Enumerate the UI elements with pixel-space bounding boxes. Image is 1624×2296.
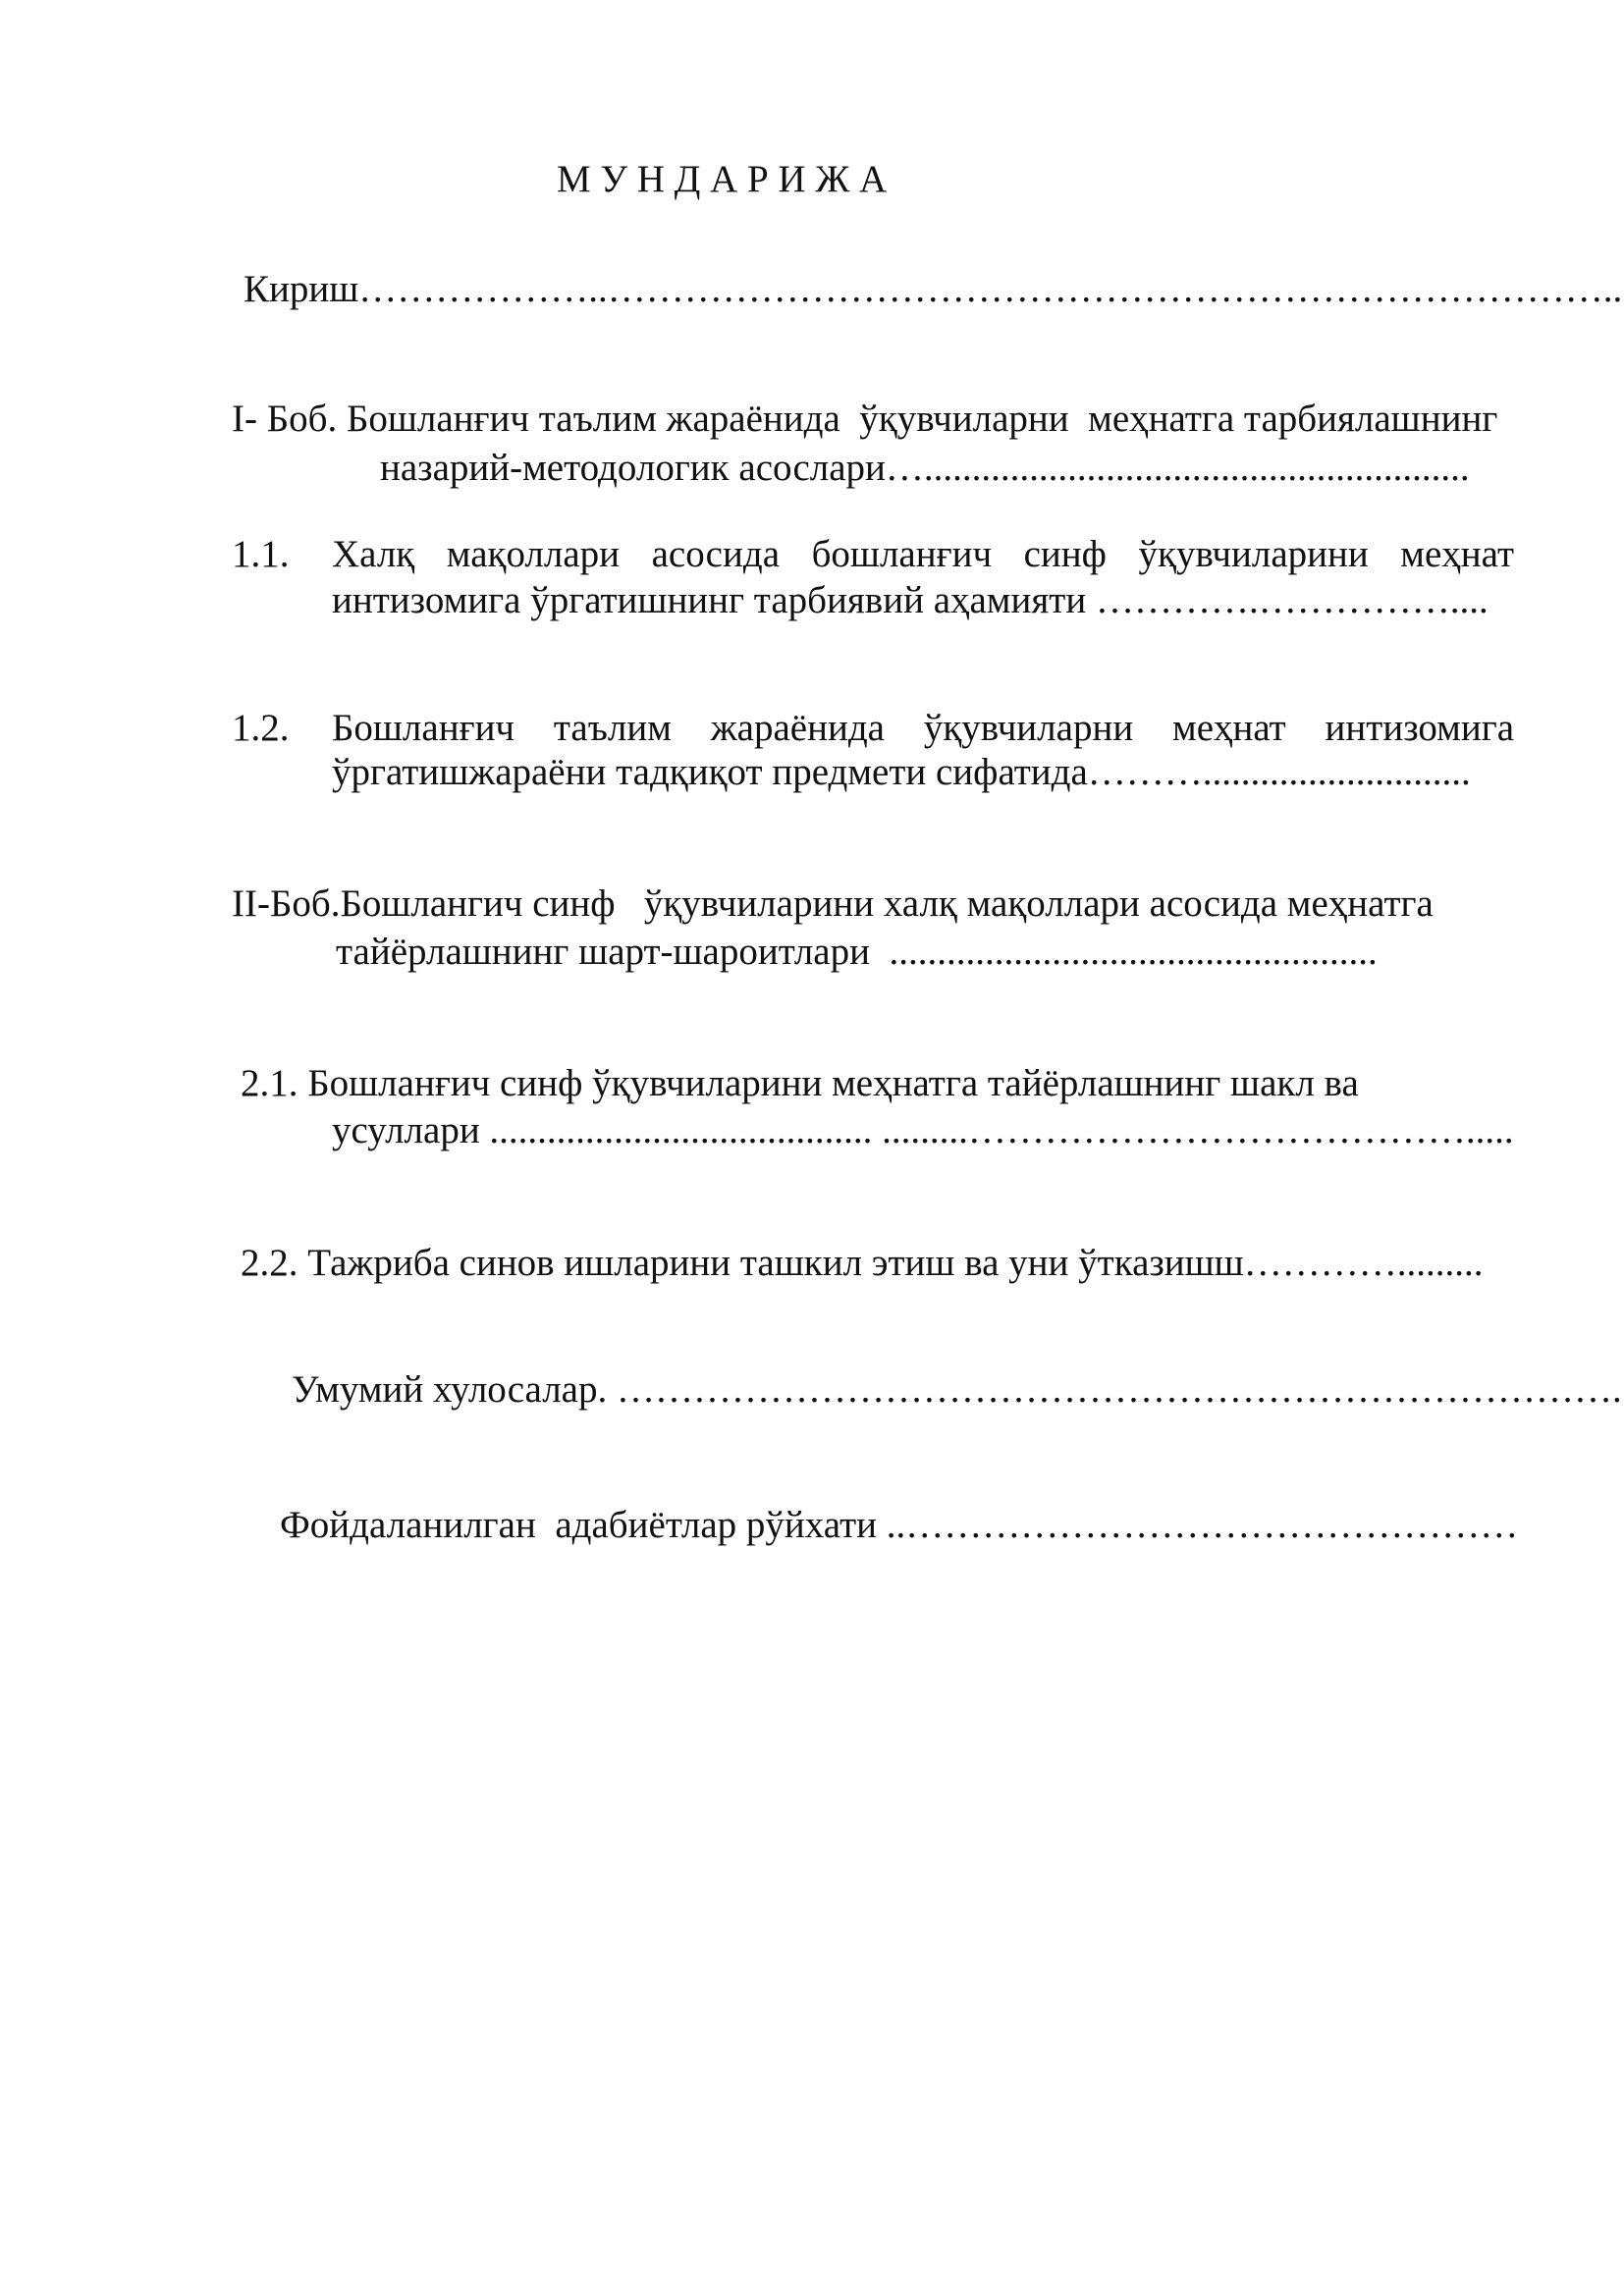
toc-chapter-2-line-2: тайёрлашнинг шарт-шароитлари ...................................................: [336, 931, 1378, 973]
toc-entry-section-2-2: 2.2. Тажриба синов ишларини ташкил этиш ва уни ўтказишш………….........: [241, 1242, 1484, 1284]
toc-section-1-1-number: 1.1.: [232, 533, 290, 575]
toc-chapter-1-line-2: назарий-методологик асослари….........................................................: [380, 447, 1470, 489]
toc-chapter-2-line-1: II-Боб.Бошлангич синф ўқувчиларини халқ мақоллари асосида меҳнатга: [232, 882, 1434, 925]
toc-section-2-1-line-2: усуллари ........................................ .........………………………………….....: [332, 1109, 1514, 1151]
toc-section-1-2-number: 1.2.: [232, 707, 290, 749]
toc-title: М У Н Д А Р И Ж А: [557, 158, 888, 200]
toc-chapter-1-line-1: I- Боб. Бошланғич таълим жараёнида ўқувчиларни меҳнатга тарбиялашнинг: [232, 398, 1498, 440]
toc-entry-references: Фойдаланилган адабиётлар рўйхати ..…………………………………………: [280, 1504, 1519, 1546]
toc-section-1-1-line-1: Халқ мақоллари асосида бошланғич синф ўқувчиларини меҳнат: [332, 533, 1514, 575]
toc-entry-introduction: Кириш………………..……………………………………………………………………..: [244, 268, 1623, 310]
toc-section-1-2-line-1: Бошланғич таълим жараёнида ўқувчиларни меҳнат интизомига: [332, 707, 1514, 749]
toc-section-1-2-line-2: ўргатишжараёни тадқиқот предмети сифатида………............................: [332, 751, 1471, 793]
toc-section-2-1-line-1: 2.1. Бошланғич синф ўқувчиларини меҳнатга тайёрлашнинг шакл ва: [241, 1062, 1359, 1104]
toc-entry-conclusions: Умумий хулосалар. …………………………………………………………………….: [292, 1368, 1622, 1411]
toc-section-1-1-line-2: интизомига ўргатишнинг тарбиявий аҳамияти ………….……………....: [332, 579, 1489, 621]
